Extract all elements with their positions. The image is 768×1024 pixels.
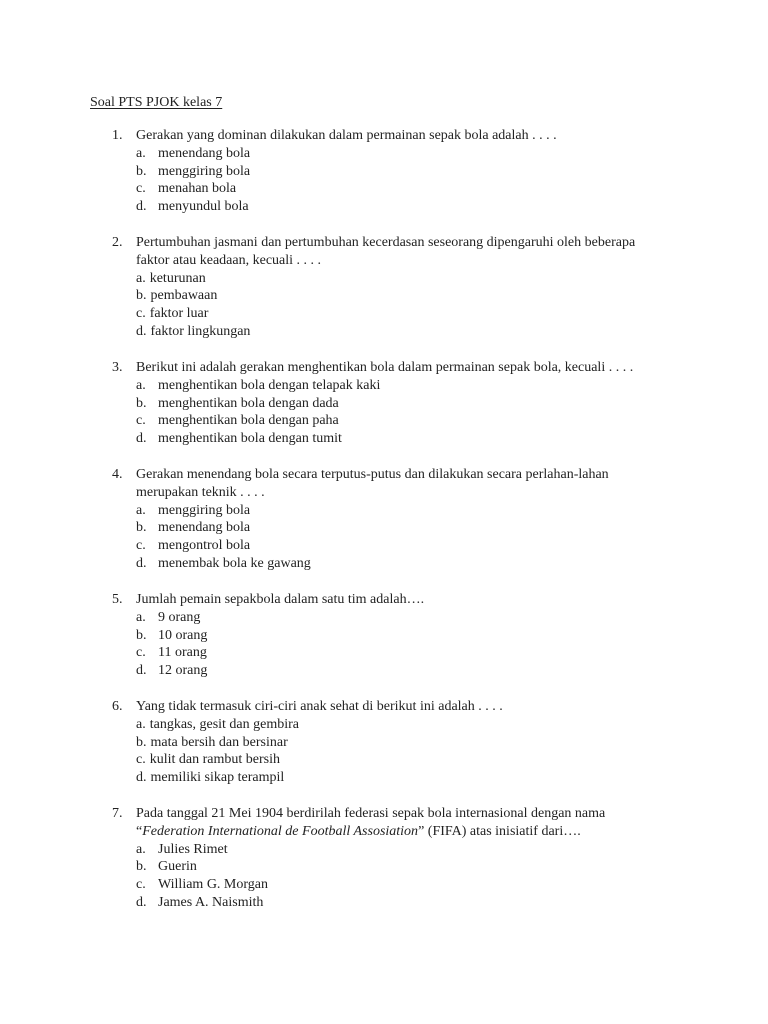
option-letter: c. [136, 645, 146, 661]
option-text: menghentikan bola dengan dada [158, 395, 339, 411]
option-letter: d. [136, 323, 147, 339]
option-letter: c. [136, 877, 146, 893]
option-d [136, 430, 682, 448]
option-letter: b. [136, 520, 147, 536]
option-text: William G. Morgan [158, 877, 268, 893]
option-letter: a. [136, 145, 146, 161]
option-letter: b. [136, 288, 147, 304]
option-b [136, 163, 682, 181]
question-3 [112, 359, 682, 448]
question-number: 3. [112, 360, 123, 375]
option-text: menghentikan bola dengan tumit [158, 431, 342, 447]
option-letter: d. [136, 431, 147, 447]
option-text: menendang bola [158, 520, 251, 536]
question-text: Jumlah pemain sepakbola dalam satu tim adalah…. [136, 592, 425, 607]
question-text-line-2: merupakan teknik . . . . [136, 484, 265, 500]
option-text: menggiring bola [158, 163, 251, 179]
option-a [136, 502, 682, 520]
option-letter: b. [136, 395, 147, 411]
option-c [136, 412, 682, 430]
option-letter: b. [136, 163, 147, 179]
option-d [136, 555, 682, 573]
question-number: 1. [112, 128, 123, 143]
option-d [136, 662, 682, 680]
option-b [136, 395, 682, 413]
question-2 [112, 234, 682, 341]
option-b [136, 734, 682, 752]
option-b [136, 627, 682, 645]
option-letter: a. [136, 841, 146, 857]
option-letter: d. [136, 663, 147, 679]
option-letter: b. [136, 627, 147, 643]
fifa-full-name: Federation International de Football Assosiation [142, 823, 419, 839]
option-d [136, 198, 682, 216]
question-7 [112, 805, 682, 912]
option-text: 12 orang [158, 663, 208, 679]
option-letter: a. [136, 270, 146, 286]
option-text: kulit dan rambut bersih [149, 752, 280, 768]
option-letter: a. [136, 377, 146, 393]
option-text: menghentikan bola dengan telapak kaki [158, 377, 381, 393]
option-d [136, 769, 682, 787]
option-letter: d. [136, 770, 147, 786]
option-letter: c. [136, 752, 146, 768]
question-text-line-1: Gerakan menendang bola secara terputus-putus dan dilakukan secara perlahan-lahan [136, 467, 609, 482]
option-letter: c. [136, 181, 146, 197]
question-1 [112, 127, 682, 216]
option-c [136, 644, 682, 662]
option-text: mata bersih dan bersinar [150, 734, 288, 750]
option-letter: d. [136, 199, 147, 215]
question-text: Yang tidak termasuk ciri-ciri anak sehat di berikut ini adalah . . . . [136, 699, 503, 714]
option-text: memiliki sikap terampil [150, 770, 285, 786]
question-text-line-2 [136, 823, 682, 841]
option-letter: c. [136, 538, 146, 554]
option-text: menembak bola ke gawang [158, 555, 311, 571]
option-c [136, 751, 682, 769]
option-a [136, 716, 682, 734]
question-6 [112, 698, 682, 787]
option-letter: a. [136, 716, 146, 732]
option-text: faktor lingkungan [150, 323, 251, 339]
option-d [136, 323, 682, 341]
option-letter: d. [136, 555, 147, 571]
option-text: tangkas, gesit dan gembira [149, 716, 300, 732]
option-a [136, 270, 682, 288]
question-number: 4. [112, 467, 123, 482]
option-text: 9 orang [158, 609, 201, 625]
question-text: Gerakan yang dominan dilakukan dalam permainan sepak bola adalah . . . . [136, 128, 557, 143]
question-text: Berikut ini adalah gerakan menghentikan bola dalam permainan sepak bola, kecuali . . . . [136, 360, 634, 375]
question-number: 2. [112, 235, 123, 250]
option-b [136, 519, 682, 537]
option-text: faktor luar [149, 306, 209, 322]
option-c [136, 305, 682, 323]
option-text: menggiring bola [158, 502, 251, 518]
option-text: 11 orang [158, 645, 207, 661]
question-number: 7. [112, 806, 123, 821]
option-text: menyundul bola [158, 199, 249, 215]
question-text-line-1: Pada tanggal 21 Mei 1904 berdirilah federasi sepak bola internasional dengan nama [136, 806, 606, 821]
question-text-line-2: faktor atau keadaan, kecuali . . . . [136, 252, 322, 268]
option-a [136, 841, 682, 859]
page-title: Soal PTS PJOK kelas 7 [90, 95, 223, 110]
option-text: menahan bola [158, 181, 237, 197]
option-text: 10 orang [158, 627, 208, 643]
question-number: 5. [112, 592, 123, 607]
option-b [136, 858, 682, 876]
option-text: mengontrol bola [158, 538, 251, 554]
option-text: Julies Rimet [158, 841, 228, 857]
option-text: pembawaan [150, 288, 218, 304]
option-letter: b. [136, 734, 147, 750]
open-quote: “ [136, 823, 143, 839]
question-text-line-1: Pertumbuhan jasmani dan pertumbuhan kecerdasan seseorang dipengaruhi oleh beberapa [136, 235, 636, 250]
option-b [136, 287, 682, 305]
option-a [136, 145, 682, 163]
option-a [136, 609, 682, 627]
option-text: keturunan [149, 270, 206, 286]
question-5 [112, 591, 682, 680]
option-letter: a. [136, 609, 146, 625]
option-text: menendang bola [158, 145, 251, 161]
option-text: James A. Naismith [158, 894, 264, 910]
option-c [136, 537, 682, 555]
option-text: Guerin [158, 859, 197, 875]
question-text-rest: ” (FIFA) atas inisiatif dari…. [418, 823, 581, 839]
option-letter: b. [136, 859, 147, 875]
option-c [136, 876, 682, 894]
option-letter: a. [136, 502, 146, 518]
option-letter: c. [136, 413, 146, 429]
option-c [136, 180, 682, 198]
option-text: menghentikan bola dengan paha [158, 413, 339, 429]
option-a [136, 377, 682, 395]
option-letter: d. [136, 894, 147, 910]
question-4 [112, 466, 682, 573]
option-d [136, 894, 682, 912]
option-letter: c. [136, 306, 146, 322]
question-number: 6. [112, 699, 123, 714]
